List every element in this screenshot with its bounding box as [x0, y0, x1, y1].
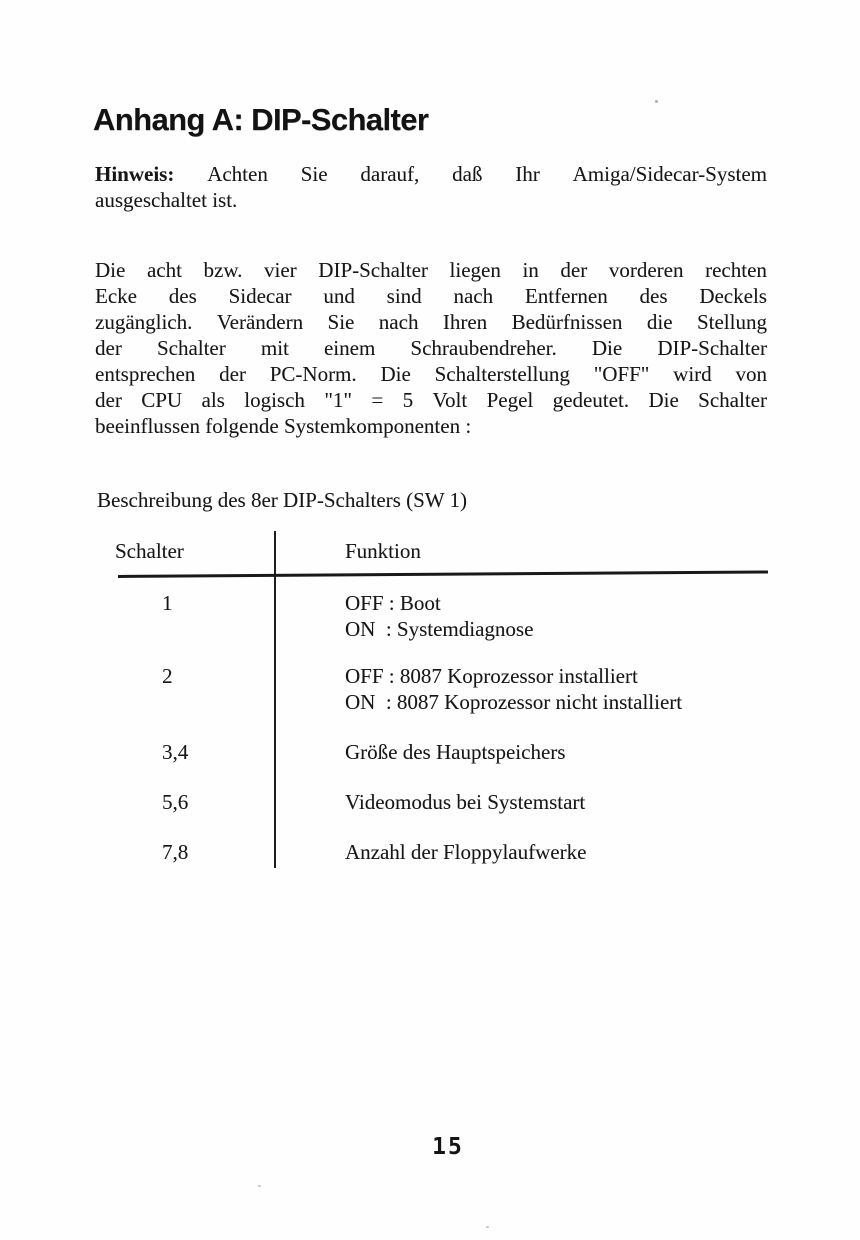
- word: der: [95, 336, 122, 360]
- word: als: [201, 388, 225, 412]
- word: des: [168, 284, 197, 308]
- word: daß: [452, 162, 483, 186]
- word: gedeutet.: [552, 388, 630, 412]
- table-row: [115, 590, 767, 642]
- note-last-line: ausgeschaltet ist.: [95, 188, 238, 212]
- word: Die: [591, 336, 623, 360]
- word: der: [560, 258, 588, 282]
- word: sind: [386, 284, 422, 308]
- word: Amiga/Sidecar-System: [572, 162, 767, 186]
- table-row: [115, 839, 767, 865]
- word: PC-Norm.: [269, 362, 357, 386]
- word: von: [735, 362, 767, 386]
- function-line: OFF : 8087 Koprozessor installiert: [345, 664, 638, 688]
- function-line: Größe des Hauptspeichers: [345, 740, 566, 764]
- word: Die: [648, 388, 679, 412]
- word: Hinweis:: [95, 162, 175, 186]
- function-cell: [274, 663, 767, 715]
- word: entsprechen: [95, 362, 196, 386]
- page-title: Anhang A: DIP-Schalter: [93, 102, 429, 137]
- column-header-funktion: Funktion: [345, 539, 421, 563]
- justified-text-line: [95, 309, 767, 335]
- word: der: [95, 388, 122, 412]
- word: Die: [380, 362, 411, 386]
- note-block: [95, 161, 767, 213]
- word: des: [639, 284, 668, 308]
- column-header-schalter: Schalter: [115, 539, 184, 563]
- word: DIP-Schalter: [318, 258, 428, 282]
- switch-number-cell: 5,6: [162, 790, 189, 814]
- word: vier: [264, 258, 297, 282]
- word: Bedürfnissen: [511, 310, 623, 334]
- table-row: [115, 739, 767, 765]
- switch-number-cell: 2: [162, 664, 173, 688]
- function-line: ON : 8087 Koprozessor nicht installiert: [345, 690, 683, 714]
- switch-number-cell: 3,4: [162, 740, 189, 764]
- word: Pegel: [486, 388, 534, 412]
- word: Verändern: [216, 310, 304, 334]
- word: einem: [323, 336, 376, 360]
- justified-text-line: [95, 335, 767, 361]
- word: Achten: [207, 162, 268, 186]
- word: die: [646, 310, 673, 334]
- word: Entfernen: [524, 284, 608, 308]
- table-column-divider: [274, 531, 276, 868]
- note-justified-lines: [95, 161, 767, 187]
- word: Sie: [300, 162, 328, 186]
- justified-text-line: [95, 283, 767, 309]
- word: Schraubendreher.: [410, 336, 557, 360]
- justified-text-line: [95, 361, 767, 387]
- table-row: [115, 663, 767, 715]
- word: nach: [453, 284, 494, 308]
- word: DIP-Schalter: [657, 336, 767, 360]
- table-header-row: [115, 538, 767, 564]
- word: wird: [673, 362, 712, 386]
- table-row: [115, 789, 767, 815]
- word: rechten: [705, 258, 767, 282]
- word: in: [522, 258, 539, 282]
- word: 5: [402, 388, 414, 412]
- function-cell: [274, 839, 767, 865]
- word: "1": [324, 388, 352, 412]
- intro-last-line: beeinflussen folgende Systemkomponenten :: [95, 414, 472, 438]
- word: Ihr: [515, 162, 540, 186]
- dip-switch-table: [115, 538, 767, 865]
- word: und: [323, 284, 355, 308]
- word: logisch: [244, 388, 305, 412]
- word: vorderen: [608, 258, 684, 282]
- word: Volt: [432, 388, 468, 412]
- function-line: Anzahl der Floppylaufwerke: [345, 840, 587, 864]
- word: Schalter: [698, 388, 767, 412]
- justified-text-line: [95, 161, 767, 187]
- word: Stellung: [696, 310, 767, 334]
- scan-speck: [655, 100, 658, 103]
- word: mit: [260, 336, 289, 360]
- function-cell: [274, 739, 767, 765]
- justified-text-line: [95, 257, 767, 283]
- word: liegen: [449, 258, 501, 282]
- word: Ecke: [95, 284, 137, 308]
- word: acht: [146, 258, 182, 282]
- word: Die: [95, 258, 126, 282]
- word: nach: [378, 310, 419, 334]
- page-number: 15: [432, 1134, 464, 1160]
- word: Schalterstellung: [434, 362, 570, 386]
- word: zugänglich.: [95, 310, 193, 334]
- word: CPU: [141, 388, 183, 412]
- table-caption: Beschreibung des 8er DIP-Schalters (SW 1): [97, 488, 467, 512]
- word: Sie: [327, 310, 355, 334]
- switch-number-cell: 1: [162, 591, 173, 615]
- word: der: [219, 362, 246, 386]
- word: Sidecar: [228, 284, 292, 308]
- function-line: Videomodus bei Systemstart: [345, 790, 586, 814]
- word: Deckels: [699, 284, 767, 308]
- function-cell: [274, 789, 767, 815]
- word: Schalter: [156, 336, 226, 360]
- scan-speck: [258, 1185, 261, 1187]
- switch-number-cell: 7,8: [162, 840, 189, 864]
- word: darauf,: [360, 162, 420, 186]
- document-page: [95, 0, 767, 865]
- function-line: ON : Systemdiagnose: [345, 617, 534, 641]
- scan-speck: [486, 1226, 489, 1228]
- justified-text-line: [95, 387, 767, 413]
- table-body: [115, 590, 767, 865]
- intro-justified-lines: [95, 257, 767, 413]
- function-cell: [274, 590, 767, 642]
- word: Ihren: [442, 310, 488, 334]
- word: "OFF": [593, 362, 650, 386]
- table-header-rule: [118, 570, 768, 578]
- intro-paragraph: [95, 257, 767, 439]
- function-line: OFF : Boot: [345, 591, 441, 615]
- word: bzw.: [203, 258, 243, 282]
- word: =: [371, 388, 384, 412]
